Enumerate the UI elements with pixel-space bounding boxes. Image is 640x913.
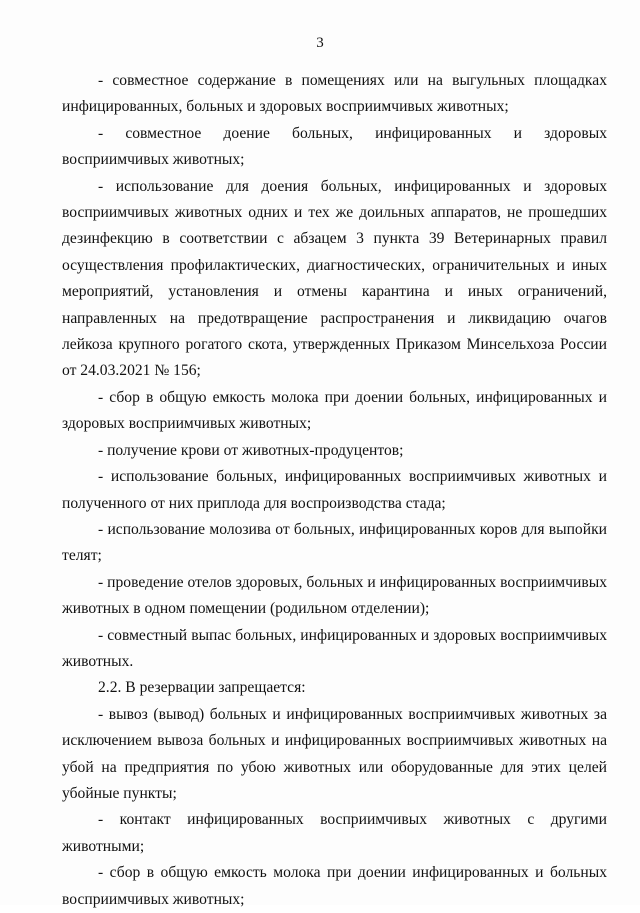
paragraph-11: - вывоз (вывод) больных и инфицированных восприимчивых животных за исключением вывоза больных и инфицированных восприимчивых животных на убой на предприятия по убою животных или оборудованные для этих целей убойные пункты;	[62, 705, 607, 802]
paragraph-1: - совместное содержание в помещениях или на выгульных площадках инфицированных, больных и здоровых восприимчивых животных;	[62, 72, 607, 116]
paragraph-2: - совместное доение больных, инфицированных и здоровых восприимчивых животных;	[62, 124, 607, 169]
paragraph-7: - использование молозива от больных, инфицированных коров для выпойки телят;	[62, 520, 607, 565]
document-body	[62, 68, 607, 913]
page-number: 3	[316, 35, 324, 51]
paragraph-6: - использование больных, инфицированных восприимчивых животных и полученного от них приплода для воспроизводства стада;	[62, 468, 607, 512]
paragraph-4: - сбор в общую емкость молока при доении больных, инфицированных и здоровых восприимчивых животных;	[62, 388, 607, 433]
paragraph-13: - сбор в общую емкость молока при доении инфицированных и больных восприимчивых животных;	[62, 864, 607, 908]
paragraph-9: - совместный выпас больных, инфицированных и здоровых восприимчивых животных.	[62, 626, 607, 670]
paragraph-3: - использование для доения больных, инфицированных и здоровых восприимчивых животных одних и тех же доильных аппаратов, не прошедших дезинфекцию в соответствии с абзацем 3 пункта 39 Ветеринарных правил осуществления профилактических, диагностических, ограничительных и иных мероприятий, установления и отмены карантина и иных ограничений, направленных на предотвращение распространения и ликвидацию очагов лейкоза крупного рогатого скота, утвержденных Приказом Минсельхоза России от 24.03.2021 № 156;	[62, 177, 607, 380]
section-heading-2-2: 2.2. В резервации запрещается:	[98, 679, 306, 697]
paragraph-8: - проведение отелов здоровых, больных и инфицированных восприимчивых животных в одном помещении (родильном отделении);	[62, 573, 607, 618]
paragraph-5: - получение крови от животных-продуцентов;	[98, 441, 404, 459]
paragraph-12: - контакт инфицированных восприимчивых животных с другими животными;	[62, 811, 607, 855]
